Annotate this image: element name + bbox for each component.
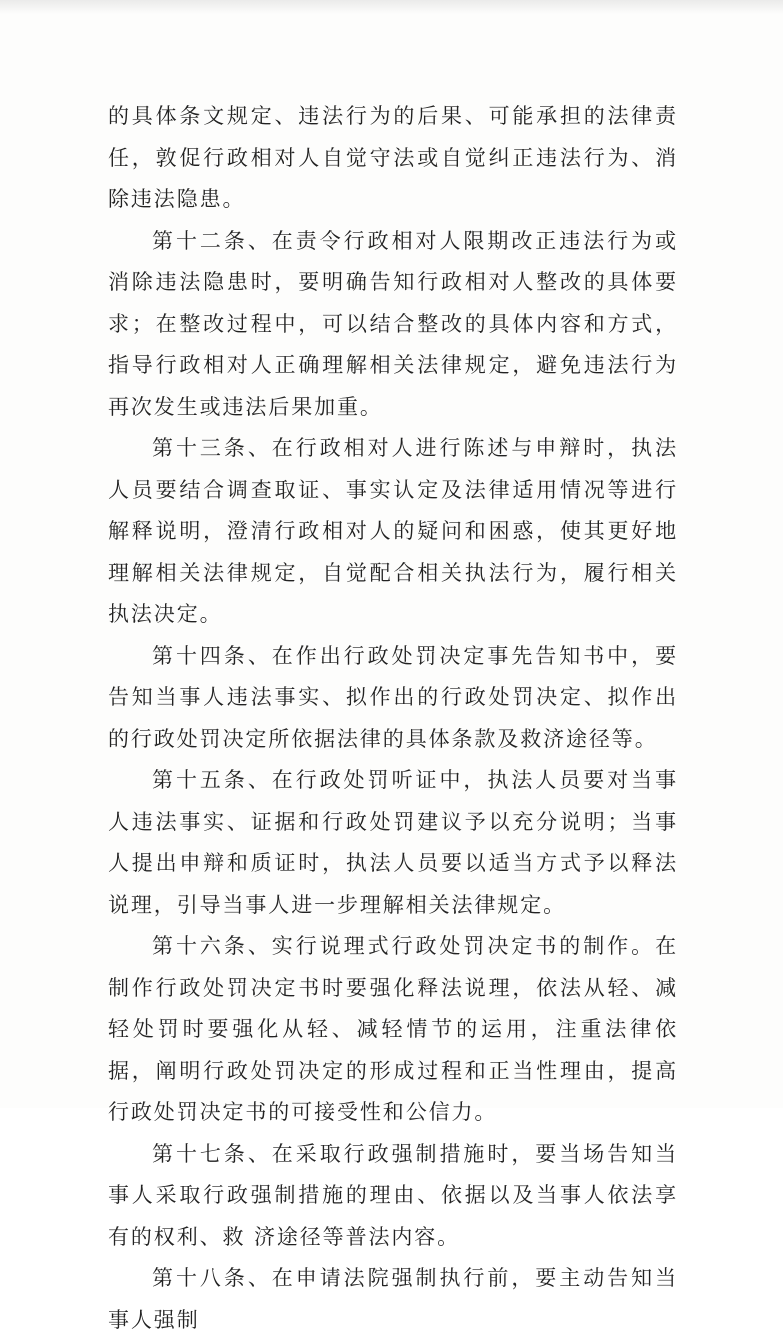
paragraph-article-13: 第十三条、在行政相对人进行陈述与申辩时，执法人员要结合调查取证、事实认定及法律适用情况等进行解释说明，澄清行政相对人的疑问和困惑，使其更好地理解相关法律规定，自觉配合相关执法行为，履行相关执法决定。 bbox=[108, 436, 678, 626]
scan-edge-shadow bbox=[0, 0, 783, 14]
paragraph-article-18: 第十八条、在申请法院强制执行前，要主动告知当事人强制 bbox=[108, 1266, 678, 1332]
paragraph-article-12: 第十二条、在责令行政相对人限期改正违法行为或消除违法隐患时，要明确告知行政相对人整改的具体要求；在整改过程中，可以结合整改的具体内容和方式，指导行政相对人正确理解相关法律规定，避免违法行为再次发生或违法后果加重。 bbox=[108, 228, 678, 419]
paragraph-article-16: 第十六条、实行说理式行政处罚决定书的制作。在制作行政处罚决定书时要强化释法说理，依法从轻、减轻处罚时要强化从轻、减轻情节的运用，注重法律依据，阐明行政处罚决定的形成过程和正当性理由，提高行政处罚决定书的可接受性和公信力。 bbox=[108, 934, 678, 1124]
paragraph-continuation: 的具体条文规定、违法行为的后果、可能承担的法律责任，敦促行政相对人自觉守法或自觉纠正违法行为、消除违法隐患。 bbox=[108, 104, 678, 211]
paragraph-article-14: 第十四条、在作出行政处罚决定事先告知书中，要告知当事人违法事实、拟作出的行政处罚决定、拟作出的行政处罚决定所依据法律的具体条款及救济途径等。 bbox=[108, 643, 678, 751]
document-body bbox=[108, 96, 678, 1341]
paragraph-article-15: 第十五条、在行政处罚听证中，执法人员要对当事人违法事实、证据和行政处罚建议予以充分说明；当事人提出申辩和质证时，执法人员要以适当方式予以释法说理，引导当事人进一步理解相关法律规定。 bbox=[108, 768, 678, 917]
paragraph-article-17: 第十七条、在采取行政强制措施时，要当场告知当事人采取行政强制措施的理由、依据以及当事人依法享有的权利、救 济途径等普法内容。 bbox=[108, 1141, 678, 1249]
